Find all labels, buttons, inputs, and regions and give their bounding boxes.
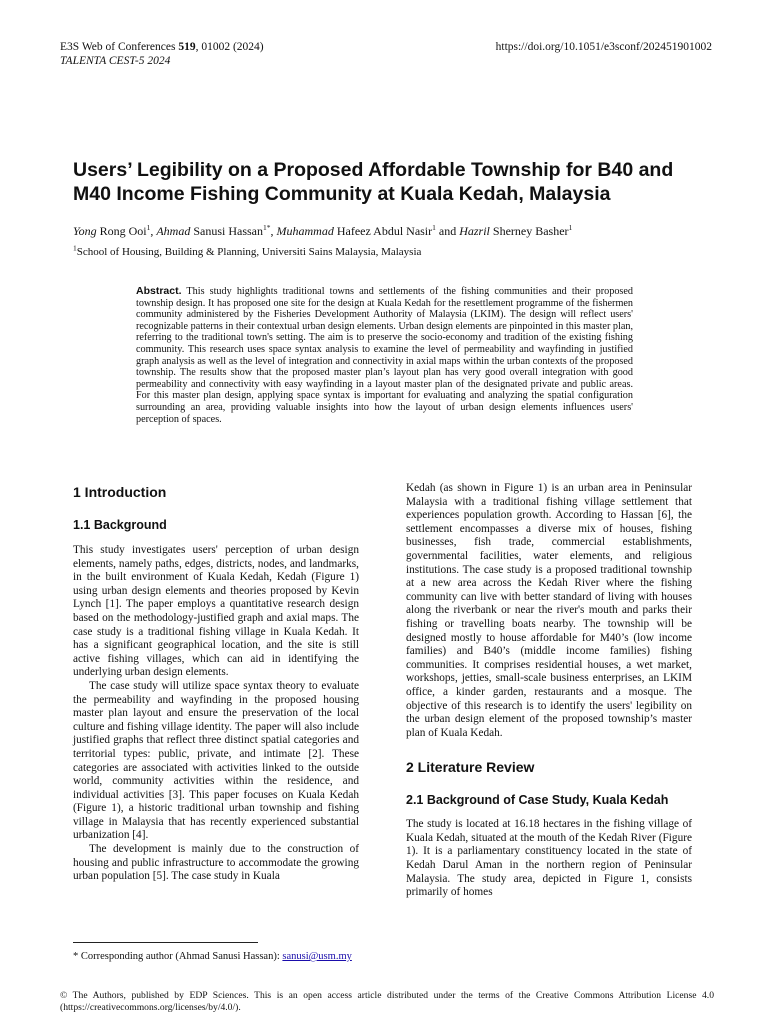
left-column [73, 482, 359, 884]
subsection-heading-case-study: 2.1 Background of Case Study, Kuala Kedah [406, 793, 669, 808]
section-heading-introduction: 1 Introduction [73, 484, 167, 500]
license-notice: © The Authors, published by EDP Sciences. This is an open access article distributed under the terms of the Creative Commons Attribution License 4.0 (https://creativecommons.org/licenses/by/4.0/). [60, 990, 714, 1013]
paragraph: The case study will utilize space syntax theory to evaluate the permeability and wayfinding in the proposed housing master plan layout and ensure the preservation of the local culture and fishing village identity. The paper will also include justified graphs that reflect three distinct spatial categories and territorial types: public, private, and intimate [2]. These categories are associated with activities linked to the outside world, community activities within the residence, and individual activities [3]. This paper focuses on Kuala Kedah (Figure 1), a historic traditional urban township and fishing village in Malaysia that has recently experienced substantial urbanization [4]. [73, 679, 359, 842]
email-link[interactable]: sanusi@usm.my [282, 951, 352, 962]
abstract-label: Abstract. [136, 285, 182, 297]
article-info: , 01002 (2024) [195, 41, 264, 53]
abstract-text: This study highlights traditional towns and settlements of the fishing communities and their proposed township design. It has proposed one site for the design at Kuala Kedah for the resettlement programme of the fishermen community administered by the Fisheries Development Authority of Malaysia (LKIM). The design will reflect users' recognizable patterns in their contextual urban design elements. Urban design elements are pinpointed in this master plan, referring to the traditional town's setting. The aim is to preserve the socio-economy and tradition of the existing fishing community. This research uses space syntax analysis to examine the level of permeability and wayfinding in justified graph analysis as well as the level of integration and connectivity in axial maps within the urban contexts of the proposed township. The results show that the proposed master plan’s layout plan has very good overall integration with good permeability and connectivity with easy wayfinding in a layout master plan of the designated private and public areas. For this master plan design, applying space syntax is important for evaluating and analyzing the spatial configuration surrounding an area, providing valuable insights into how the layout of urban design elements influences users' perception of spaces. [136, 286, 633, 425]
author-3: Muhammad Hafeez Abdul Nasir$^1$ [276, 223, 436, 238]
doi-link[interactable]: https://doi.org/10.1051/e3sconf/202451901002 [495, 41, 712, 53]
footnote-rule [73, 942, 258, 943]
section-heading-literature-review: 2 Literature Review [406, 759, 535, 776]
volume-number: 519 [178, 41, 196, 53]
right-column [406, 482, 692, 900]
running-header [60, 40, 264, 68]
author-2: Ahmad Sanusi Hassan$^{1*}$ [156, 223, 271, 238]
author-4: Hazril Sherney Basher$^1$ [459, 223, 573, 238]
abstract [136, 286, 633, 425]
paragraph: The study is located at 16.18 hectares in the fishing village of Kuala Kedah, situated at the mouth of the Kedah River (Figure 1). It is a parliamentary constituency located in the state of Kedah Darul Aman in the northern region of Peninsular Malaysia. The study area, depicted in Figure 1, consists primarily of homes [406, 818, 692, 899]
affiliation: $^1$School of Housing, Building & Planning, Universiti Sains Malaysia, Malaysia [73, 243, 422, 258]
journal-line [60, 40, 264, 54]
journal-name: E3S Web of Conferences [60, 41, 179, 53]
paragraph: Kedah (as shown in Figure 1) is an urban area in Peninsular Malaysia with a traditional fishing village settlement that experiences population growth. According to Hassan [6], the settlement encompasses a diverse mix of houses, fishing businesses, fish trade, commercial establishments, governmental facilities, water elements, and religious institutions. The case study is a proposed traditional township at a new area across the Kedah River where the fishing community can live with better standard of living with houses along the riverbank or near the river's mouth and parks their fishing or travelling boats nearby. The township will be designed mostly to house affordable for M40’s (low income families) and B40’s (middle income families) fishing communities. It comprises residential houses, a wet market, workshops, jetties, small-scale business enterprises, an LKIM office, a kinder garden, restaurants and a mosque. The objective of this research is to identify the users' legibility on the urban design element of the proposed township’s master plan of Kuala Kedah. [406, 482, 692, 739]
footnote: * Corresponding author (Ahmad Sanusi Hassan): sanusi@usm.my [73, 951, 352, 962]
author-1: Yong Rong Ooi$^1$ [73, 223, 151, 238]
paragraph: This study investigates users' perception of urban design elements, namely paths, edges, districts, nodes, and landmarks, in the built environment of Kuala Kedah, Kedah (Figure 1) using urban design elements and theories proposed by Kevin Lynch [1]. The paper employs a quantitative research design based on the methodology-justified graph and axial maps. The case study is a traditional fishing village in Kuala Kedah. It has a significant geographical location, and the site is still active fishing villages, which can aid in identifying the underlying urban design elements. [73, 544, 359, 679]
subsection-heading-background: 1.1 Background [73, 518, 167, 532]
paragraph: The development is mainly due to the construction of housing and public infrastructure to accommodate the growing urban population [5]. The case study in Kuala [73, 843, 359, 883]
conference-name: TALENTA CEST-5 2024 [60, 55, 171, 67]
author-list: Yong Rong Ooi$^1$, Ahmad Sanusi Hassan$^{1*}$, Muhammad Hafeez Abdul Nasir$^1$ and Hazril Sherney Basher$^1$ [73, 223, 573, 238]
paper-title: Users’ Legibility on a Proposed Affordable Township for B40 and M40 Income Fishing Community at Kuala Kedah, Malaysia [73, 159, 674, 205]
